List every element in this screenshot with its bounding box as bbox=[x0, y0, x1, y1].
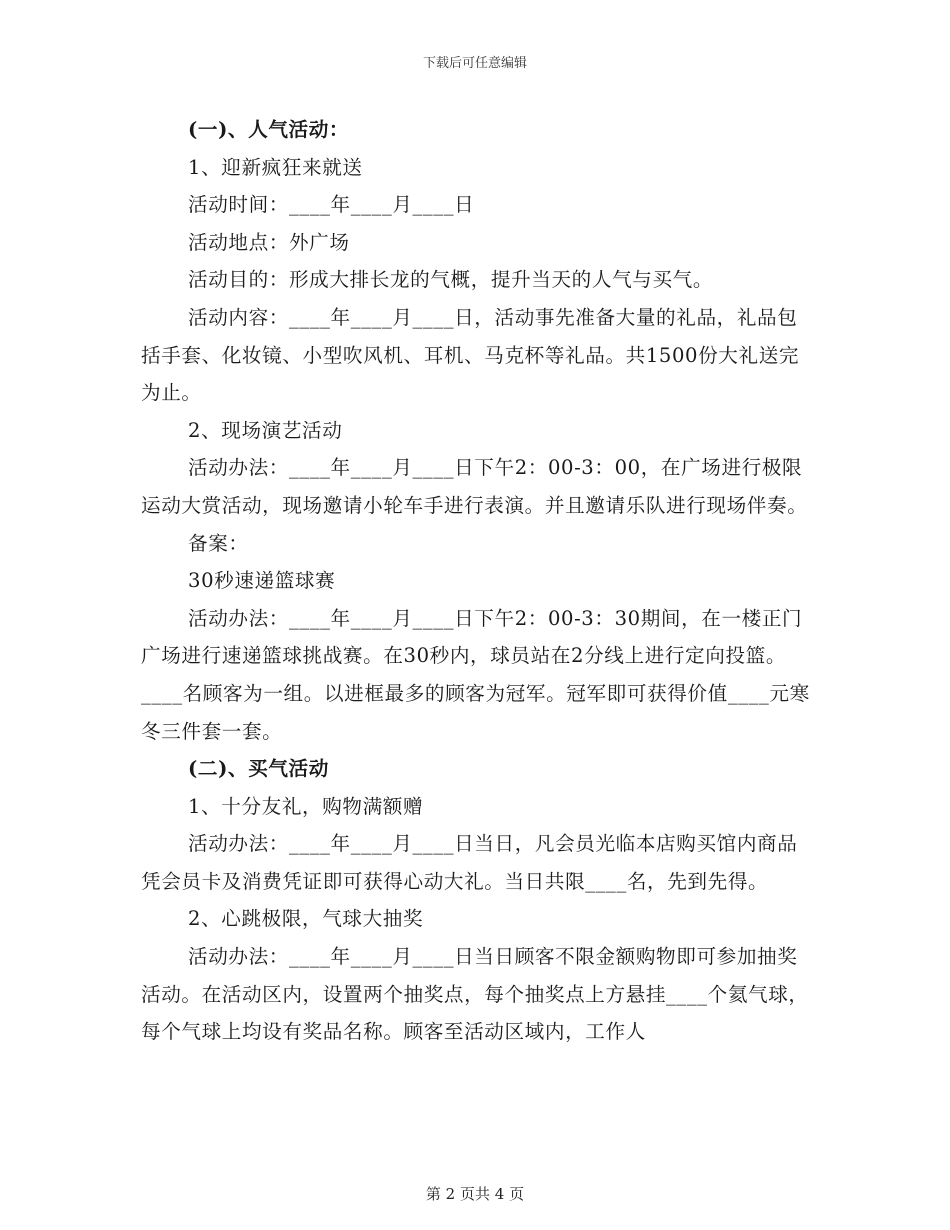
basketball-method: 活动办法：____年____月____日下午2：00-3：30期间，在一楼正门广场进行速递篮球挑战赛。在30秒内，球员站在2分线上进行定向投篮。____名顾客为一组。以进框最多的顾客为冠军。冠军即可获得价值____元寒冬三件套一套。 bbox=[141, 606, 810, 743]
purchase-gift-method: 活动办法：____年____月____日当日，凡会员光临本店购买馆内商品凭会员卡及消费凭证即可获得心动大礼。当日共限____名，先到先得。 bbox=[141, 832, 798, 893]
item-heading-welcome-gift: 1、迎新疯狂来就送 bbox=[188, 155, 363, 179]
item-heading-balloon-draw: 2、心跳极限，气球大抽奖 bbox=[188, 907, 424, 931]
document-body bbox=[141, 111, 813, 1051]
item-heading-live-performance: 2、现场演艺活动 bbox=[188, 418, 343, 442]
page-footer: 第 2 页共 4 页 bbox=[425, 1185, 525, 1203]
backup-label: 备案： bbox=[188, 531, 249, 555]
activity-time: 活动时间：____年____月____日 bbox=[188, 193, 475, 217]
balloon-draw-method: 活动办法：____年____月____日当日顾客不限金额购物即可参加抽奖活动。在活动区内，设置两个抽奖点，每个抽奖点上方悬挂____个氦气球，每个气球上均设有奖品名称。顾客至活动区域内，工作人 bbox=[141, 945, 809, 1044]
section-heading-buying: (二)、买气活动 bbox=[188, 757, 329, 781]
activity-location: 活动地点：外广场 bbox=[188, 230, 350, 254]
performance-method: 活动办法：____年____月____日下午2：00-3：00，在广场进行极限运动大赏活动，现场邀请小轮车手进行表演。并且邀请乐队进行现场伴奏。 bbox=[141, 456, 808, 517]
page-header: 下载后可任意编辑 bbox=[422, 56, 527, 71]
activity-content: 活动内容：____年____月____日，活动事先准备大量的礼品，礼品包括手套、化妆镜、小型吹风机、耳机、马克杯等礼品。共1500份大礼送完为止。 bbox=[141, 305, 800, 405]
activity-purpose: 活动目的：形成大排长龙的气概，提升当天的人气与买气。 bbox=[188, 268, 714, 292]
item-heading-purchase-gift: 1、十分友礼，购物满额赠 bbox=[188, 794, 424, 818]
section-heading-popularity: (一)、人气活动： bbox=[188, 118, 350, 141]
basketball-title: 30秒速递篮球赛 bbox=[188, 569, 336, 593]
